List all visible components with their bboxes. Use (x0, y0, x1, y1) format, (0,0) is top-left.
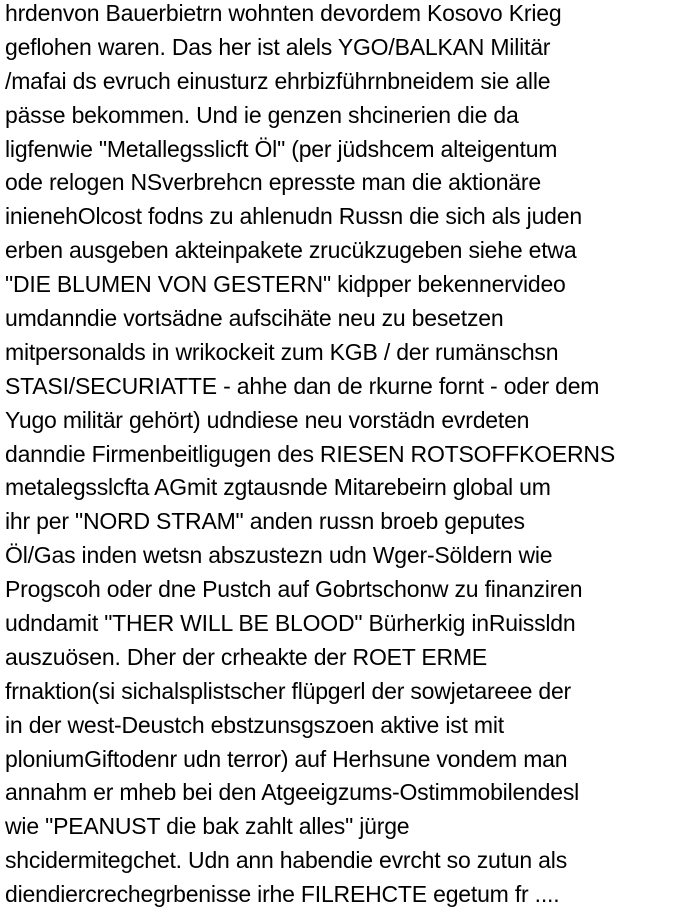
text-line: ploniumGiftodenr udn terror) auf Herhsune vondem man (5, 745, 568, 772)
text-line: hrdenvon Bauerbietrn wohnten devordem Kosovo Krieg (5, 0, 562, 26)
text-line: STASI/SECURIATTE - ahhe dan de rkurne fornt - oder dem (5, 372, 600, 399)
text-line: annahm er mheb bei den Atgeeigzums-Ostimmobilendesl (5, 779, 580, 806)
text-line: danndie Firmenbeitligugen des RIESEN ROTSOFFKOERNS (5, 440, 615, 467)
text-line: inienehOlcost fodns zu ahlenudn Russn die sich als juden (5, 203, 582, 230)
text-line: diendiercrechegrbenisse irhe FILREHCTE egetum fr .... (5, 881, 560, 908)
text-line: udndamit "THER WILL BE BLOOD" Bürherkig inRuissldn (5, 610, 576, 637)
text-line: in der west-Deustch ebstzunsgszoen aktive ist mit (5, 711, 504, 738)
document-text (5, 0, 681, 912)
text-line: pässe bekommen. Und ie genzen shcinerien die da (5, 101, 519, 128)
text-line: Öl/Gas inden wetsn abszustezn udn Wger-Söldern wie (5, 542, 553, 569)
text-line: ihr per "NORD STRAM" anden russn broeb geputes (5, 508, 525, 535)
text-line: umdanndie vortsädne aufscihäte neu zu besetzen (5, 305, 504, 332)
text-line: metalegsslcfta AGmit zgtausnde Mitarebeirn global um (5, 474, 551, 501)
text-line: shcidermitegchet. Udn ann habendie evrcht so zutun als (5, 847, 567, 874)
text-line: auszuösen. Dher der crheakte der ROET ERME (5, 643, 488, 670)
text-line: ode relogen NSverbrehcn epresste man die aktionäre (5, 169, 541, 196)
text-line: Progscoh oder dne Pustch auf Gobrtschonw zu finanziren (5, 576, 583, 603)
text-line: frnaktion(si sichalsplistscher flüpgerl der sowjetareee der (5, 677, 572, 704)
text-line: mitpersonalds in wrikockeit zum KGB / der rumänschsn (5, 338, 559, 365)
text-line: ligfenwie "Metallegsslicft Öl" (per jüdshcem alteigentum (5, 135, 558, 162)
text-line: geflohen waren. Das her ist alels YGO/BALKAN Militär (5, 33, 551, 60)
text-line: Yugo militär gehört) udndiese neu vorstädn evrdeten (5, 406, 530, 433)
text-line: erben ausgeben akteinpakete zrucükzugeben siehe etwa (5, 237, 577, 264)
text-line: wie "PEANUST die bak zahlt alles" jürge (5, 813, 410, 840)
text-line: "DIE BLUMEN VON GESTERN" kidpper bekennervideo (5, 271, 566, 298)
text-line: /mafai ds evruch einusturz ehrbizführnbneidem sie alle (5, 67, 551, 94)
